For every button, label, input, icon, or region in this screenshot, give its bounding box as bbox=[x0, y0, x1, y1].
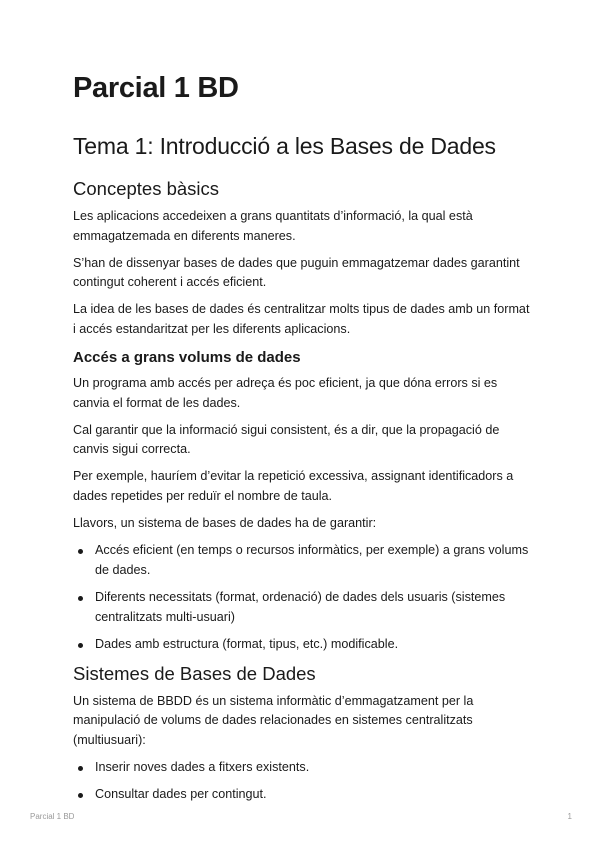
paragraph: Per exemple, hauríem d’evitar la repetició excessiva, assignant identificadors a dades repetides per reduïr el nombre de taula. bbox=[73, 469, 514, 503]
document-body bbox=[73, 177, 533, 812]
bullet-icon bbox=[78, 766, 83, 771]
paragraph: Un programa amb accés per adreça és poc eficient, ja que dóna errors si es canvia el format de les dades. bbox=[73, 376, 498, 410]
bullet-icon bbox=[78, 643, 83, 648]
list-item bbox=[73, 785, 533, 805]
list-item-text: Consultar dades per contingut. bbox=[95, 787, 267, 802]
list-item-text: Inserir noves dades a fitxers existents. bbox=[95, 760, 310, 775]
list-item bbox=[73, 588, 533, 627]
paragraph: S’han de dissenyar bases de dades que puguin emmagatzemar dades garantint contingut coherent i accés eficient. bbox=[73, 255, 520, 290]
list-item-text: Accés eficient (en temps o recursos informàtics, per exemple) a grans volums de dades. bbox=[95, 543, 529, 577]
paragraph: Cal garantir que la informació sigui consistent, és a dir, que la propagació de canvis sigui correcta. bbox=[73, 422, 500, 457]
bullet-icon bbox=[78, 793, 83, 798]
footer-document-title: Parcial 1 BD bbox=[30, 812, 75, 821]
bullet-icon bbox=[78, 549, 83, 554]
section-heading-sistemes: Sistemes de Bases de Dades bbox=[73, 662, 316, 684]
list-item bbox=[73, 758, 533, 778]
bullet-list bbox=[73, 541, 533, 654]
paragraph: Un sistema de BBDD és un sistema informàtic d’emmagatzament per la manipulació de volums de dades relacionades en sistemes centralitzats (multiusuari): bbox=[73, 693, 474, 747]
paragraph: La idea de les bases de dades és centralitzar molts tipus de dades amb un format i accés estandaritzat per les diferents aplicacions. bbox=[73, 302, 530, 336]
footer-page-number: 1 bbox=[567, 812, 572, 821]
list-item bbox=[73, 541, 533, 580]
bullet-icon bbox=[78, 596, 83, 601]
chapter-heading: Tema 1: Introducció a les Bases de Dades bbox=[73, 133, 496, 159]
document-title: Parcial 1 BD bbox=[73, 72, 239, 104]
paragraph: Llavors, un sistema de bases de dades ha de garantir: bbox=[73, 516, 377, 531]
list-item-text: Diferents necessitats (format, ordenació) de dades dels usuaris (sistemes centralitzats multi-usuari) bbox=[95, 590, 506, 624]
list-item bbox=[73, 635, 533, 655]
subsection-heading-acces: Accés a grans volums de dades bbox=[73, 349, 301, 367]
paragraph: Les aplicacions accedeixen a grans quantitats d’informació, la qual està emmagatzemada en diferents maneres. bbox=[73, 209, 473, 243]
bullet-list bbox=[73, 758, 533, 805]
section-heading-conceptes: Conceptes bàsics bbox=[73, 178, 220, 199]
list-item-text: Dades amb estructura (format, tipus, etc.) modificable. bbox=[95, 636, 399, 651]
